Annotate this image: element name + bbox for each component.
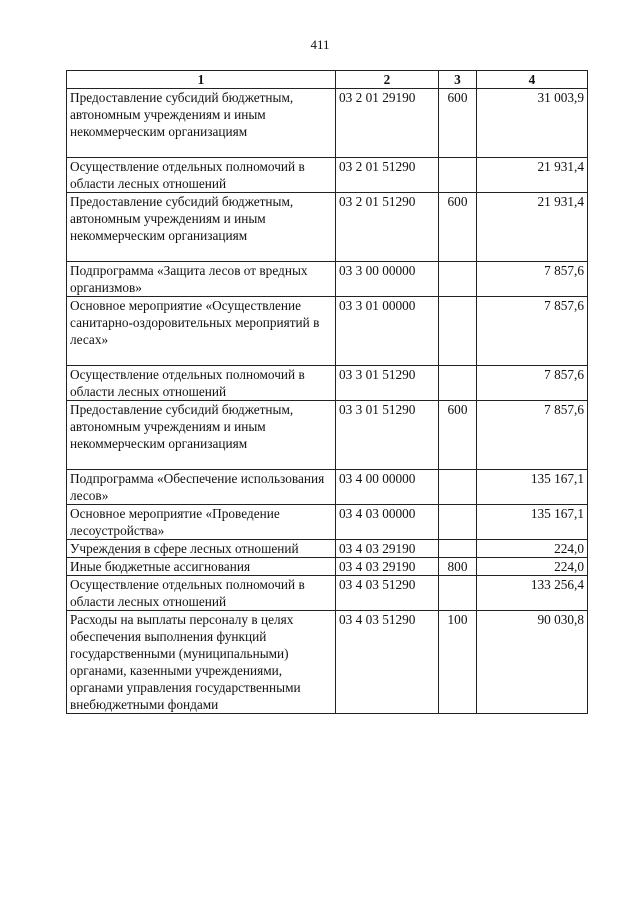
row-code: 03 4 03 51290 (336, 576, 439, 611)
row-name: Предоставление субсидий бюджетным, автономным учреждениям и иным некоммерческим организациям (67, 401, 336, 470)
header-col-2: 2 (336, 71, 439, 89)
row-code: 03 4 03 29190 (336, 558, 439, 576)
row-name: Подпрограмма «Защита лесов от вредных организмов» (67, 262, 336, 297)
row-name: Предоставление субсидий бюджетным, автономным учреждениям и иным некоммерческим организациям (67, 89, 336, 158)
row-name: Осуществление отдельных полномочий в области лесных отношений (67, 366, 336, 401)
row-amount: 133 256,4 (477, 576, 588, 611)
row-code: 03 4 03 29190 (336, 540, 439, 558)
row-amount: 31 003,9 (477, 89, 588, 158)
row-expense-type (439, 158, 477, 193)
row-name: Расходы на выплаты персоналу в целях обеспечения выполнения функций государственными (муниципальными) органами, казенными учреждениями, органами управления государственными внебюджетными фондами (67, 611, 336, 714)
row-name: Основное мероприятие «Проведение лесоустройства» (67, 505, 336, 540)
row-code: 03 4 03 51290 (336, 611, 439, 714)
row-code: 03 2 01 29190 (336, 89, 439, 158)
table-row (67, 611, 588, 714)
row-code: 03 3 01 51290 (336, 366, 439, 401)
row-amount: 7 857,6 (477, 262, 588, 297)
row-name: Предоставление субсидий бюджетным, автономным учреждениям и иным некоммерческим организациям (67, 193, 336, 262)
row-expense-type (439, 576, 477, 611)
row-code: 03 2 01 51290 (336, 193, 439, 262)
row-expense-type (439, 262, 477, 297)
table-row (67, 193, 588, 262)
row-code: 03 4 03 00000 (336, 505, 439, 540)
row-expense-type: 600 (439, 193, 477, 262)
row-amount: 224,0 (477, 540, 588, 558)
row-amount: 90 030,8 (477, 611, 588, 714)
row-expense-type (439, 366, 477, 401)
row-name: Осуществление отдельных полномочий в области лесных отношений (67, 576, 336, 611)
row-name: Подпрограмма «Обеспечение использования лесов» (67, 470, 336, 505)
row-code: 03 2 01 51290 (336, 158, 439, 193)
row-amount: 135 167,1 (477, 470, 588, 505)
row-amount: 135 167,1 (477, 505, 588, 540)
table-row (67, 558, 588, 576)
table-header-row (67, 71, 588, 89)
row-name: Основное мероприятие «Осуществление санитарно-оздоровительных мероприятий в лесах» (67, 297, 336, 366)
header-col-4: 4 (477, 71, 588, 89)
row-code: 03 3 00 00000 (336, 262, 439, 297)
table-row (67, 366, 588, 401)
row-expense-type: 600 (439, 89, 477, 158)
row-expense-type: 800 (439, 558, 477, 576)
table-row (67, 540, 588, 558)
row-name: Учреждения в сфере лесных отношений (67, 540, 336, 558)
row-amount: 7 857,6 (477, 401, 588, 470)
row-code: 03 4 00 00000 (336, 470, 439, 505)
header-col-3: 3 (439, 71, 477, 89)
header-col-1: 1 (67, 71, 336, 89)
row-amount: 21 931,4 (477, 193, 588, 262)
row-name: Осуществление отдельных полномочий в области лесных отношений (67, 158, 336, 193)
table-row (67, 297, 588, 366)
table-row (67, 576, 588, 611)
page-number: 411 (310, 37, 330, 52)
table-row (67, 470, 588, 505)
table-row (67, 401, 588, 470)
row-code: 03 3 01 51290 (336, 401, 439, 470)
row-expense-type (439, 470, 477, 505)
budget-table (66, 70, 588, 714)
row-name: Иные бюджетные ассигнования (67, 558, 336, 576)
row-expense-type: 100 (439, 611, 477, 714)
table-row (67, 89, 588, 158)
row-expense-type: 600 (439, 401, 477, 470)
table-row (67, 505, 588, 540)
table-row (67, 158, 588, 193)
row-expense-type (439, 505, 477, 540)
row-amount: 224,0 (477, 558, 588, 576)
table-row (67, 262, 588, 297)
row-expense-type (439, 540, 477, 558)
row-expense-type (439, 297, 477, 366)
row-amount: 7 857,6 (477, 366, 588, 401)
row-code: 03 3 01 00000 (336, 297, 439, 366)
row-amount: 7 857,6 (477, 297, 588, 366)
row-amount: 21 931,4 (477, 158, 588, 193)
